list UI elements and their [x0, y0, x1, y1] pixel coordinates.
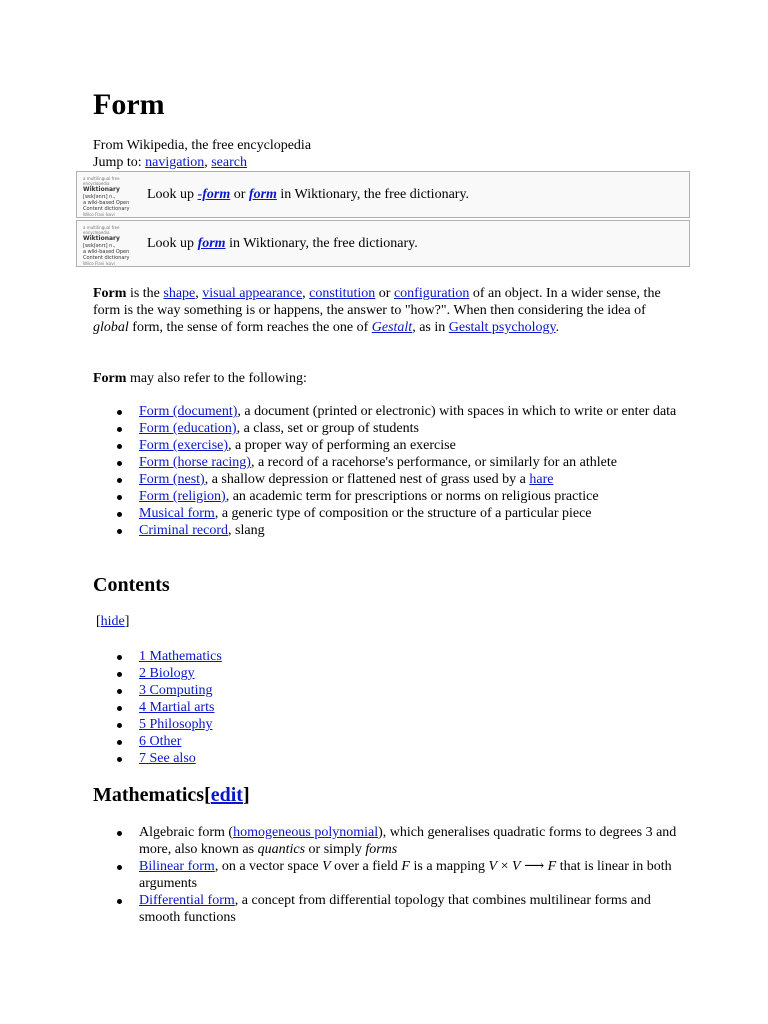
- refer-paragraph: Form may also refer to the following:: [93, 371, 307, 386]
- table-of-contents: [93, 648, 683, 767]
- link-bilinear-form[interactable]: Bilinear form: [139, 859, 215, 874]
- jump-to-line: Jump to: navigation, search: [93, 155, 247, 170]
- list-item: Differential form, a concept from differential topology that combines multilinear forms and smooth functions: [139, 892, 683, 926]
- link-musical-form[interactable]: Musical form: [139, 506, 215, 521]
- jump-to-label: Jump to:: [93, 155, 142, 170]
- mathematics-list: [93, 824, 683, 926]
- list-item: Algebraic form (homogeneous polynomial), which generalises quadratic forms to degrees 3 and more, also known as quantics or simply forms: [139, 824, 683, 858]
- link-form-exercise[interactable]: Form (exercise): [139, 438, 229, 453]
- edit-section-link[interactable]: edit: [210, 784, 243, 806]
- list-item: Form (education), a class, set or group of students: [139, 420, 683, 437]
- link-visual-appearance[interactable]: visual appearance: [202, 286, 303, 301]
- toc-item: [139, 648, 683, 665]
- wiktionary-text-2: Look up form in Wiktionary, the free dictionary.: [147, 236, 418, 251]
- toc-link-biology[interactable]: 2 Biology: [139, 666, 195, 681]
- toc-item: [139, 750, 683, 767]
- intro-paragraph: Form is the shape, visual appearance, constitution or configuration of an object. In a wider sense, the form is the way something is or happens, the answer to "how?". When then considering the idea of global form, the sense of form reaches the one of Gestalt, as in Gestalt psychology.: [93, 286, 661, 335]
- list-item: Criminal record, slang: [139, 522, 683, 539]
- list-item: Musical form, a generic type of composition or the structure of a particular piece: [139, 505, 683, 522]
- wiktionary-link-form-2[interactable]: form: [197, 236, 226, 251]
- list-item: Form (exercise), a proper way of performing an exercise: [139, 437, 683, 454]
- toc-link-martial-arts[interactable]: 4 Martial arts: [139, 700, 215, 715]
- link-form-horse-racing[interactable]: Form (horse racing): [139, 455, 251, 470]
- link-gestalt-psychology[interactable]: Gestalt psychology: [448, 320, 556, 335]
- wiktionary-text-1: Look up -form or form in Wiktionary, the free dictionary.: [147, 187, 470, 202]
- toc-item: [139, 665, 683, 682]
- link-form-religion[interactable]: Form (religion): [139, 489, 226, 504]
- tagline: From Wikipedia, the free encyclopedia: [93, 138, 312, 153]
- wiktionary-link-form[interactable]: form: [248, 187, 277, 202]
- jump-navigation-link[interactable]: navigation: [145, 155, 205, 170]
- link-criminal-record[interactable]: Criminal record: [139, 523, 229, 538]
- link-form-nest[interactable]: Form (nest): [139, 472, 205, 487]
- toc-hide-link[interactable]: hide: [100, 614, 125, 629]
- link-shape[interactable]: shape: [163, 286, 196, 301]
- list-item: Form (horse racing), a record of a racehorse's performance, or similarly for an athlete: [139, 454, 683, 471]
- toc-item: [139, 716, 683, 733]
- link-hare[interactable]: hare: [529, 472, 554, 487]
- disambiguation-list: [93, 403, 683, 539]
- wiktionary-box-1: [76, 171, 690, 218]
- wiktionary-logo-icon: a multilingual free encyclopedia Wiktionary [wɪkʃənrɪ] n., a wiki-based Open Content dictionary Wilco Flavi Isavi: [83, 176, 130, 217]
- jump-search-link[interactable]: search: [211, 155, 247, 170]
- toc-toggle: [hide]: [96, 614, 130, 629]
- toc-item: [139, 682, 683, 699]
- page-title: Form: [93, 88, 165, 121]
- link-differential-form[interactable]: Differential form: [139, 893, 235, 908]
- contents-heading: Contents: [93, 574, 170, 596]
- link-homogeneous-polynomial[interactable]: homogeneous polynomial: [233, 825, 379, 840]
- toc-link-mathematics[interactable]: 1 Mathematics: [139, 649, 222, 664]
- toc-link-other[interactable]: 6 Other: [139, 734, 182, 749]
- toc-item: [139, 733, 683, 750]
- list-item: Form (religion), an academic term for prescriptions or norms on religious practice: [139, 488, 683, 505]
- toc-item: [139, 699, 683, 716]
- wiktionary-link-dash-form[interactable]: -form: [197, 187, 231, 202]
- list-item: Form (document), a document (printed or electronic) with spaces in which to write or enter data: [139, 403, 683, 420]
- list-item: Bilinear form, on a vector space V over a field F is a mapping V × V ⟶ F that is linear in both arguments: [139, 858, 683, 892]
- link-constitution[interactable]: constitution: [309, 286, 376, 301]
- toc-link-see-also[interactable]: 7 See also: [139, 751, 196, 766]
- toc-link-philosophy[interactable]: 5 Philosophy: [139, 717, 213, 732]
- link-form-education[interactable]: Form (education): [139, 421, 237, 436]
- section-heading-mathematics: Mathematics[edit]: [93, 784, 250, 806]
- wiktionary-logo-icon: a multilingual free encyclopedia Wiktionary [wɪkʃənrɪ] n., a wiki-based Open Content dictionary Wilco Flavi Isavi: [83, 225, 130, 266]
- wiktionary-box-2: [76, 220, 690, 267]
- link-form-document[interactable]: Form (document): [139, 404, 238, 419]
- toc-link-computing[interactable]: 3 Computing: [139, 683, 213, 698]
- link-gestalt[interactable]: Gestalt: [371, 320, 413, 335]
- list-item: Form (nest), a shallow depression or flattened nest of grass used by a hare: [139, 471, 683, 488]
- link-configuration[interactable]: configuration: [393, 286, 470, 301]
